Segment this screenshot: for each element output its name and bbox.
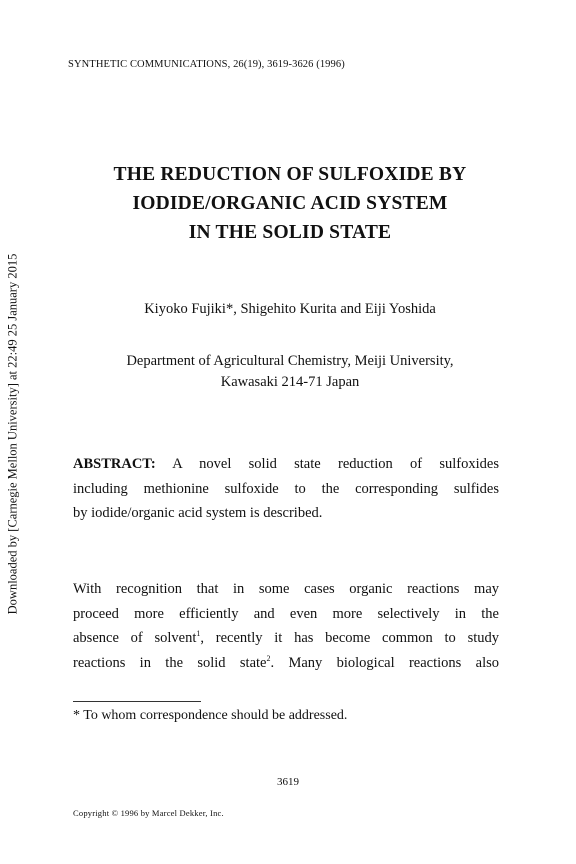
affiliation [40, 351, 540, 393]
footnote-divider [73, 701, 201, 702]
reference-marker[interactable]: 2 [266, 653, 271, 663]
title-line: THE REDUCTION OF SULFOXIDE BY [113, 164, 467, 185]
body-line [73, 651, 499, 676]
abstract-line: including methionine sulfoxide to the corresponding sulfides [73, 480, 499, 497]
abstract-text: A novel solid state reduction of sulfoxides [172, 456, 499, 472]
affiliation-line: Kawasaki 214-71 Japan [220, 374, 360, 390]
abstract [73, 452, 499, 526]
body-text: . Many biological reactions also [270, 654, 499, 671]
body-line [73, 626, 499, 651]
reference-marker[interactable]: 1 [196, 629, 201, 639]
body-paragraph [73, 577, 499, 675]
body-line: proceed more efficiently and even more selectively in the [73, 605, 499, 622]
correspondence-footnote: * To whom correspondence should be addressed. [73, 708, 348, 723]
affiliation-line: Department of Agricultural Chemistry, Meiji University, [126, 353, 454, 369]
page-number: 3619 [277, 776, 299, 788]
paper-title [40, 160, 540, 247]
abstract-line: by iodide/organic acid system is described. [73, 505, 323, 521]
title-line: IODIDE/ORGANIC ACID SYSTEM [132, 193, 448, 214]
body-line: With recognition that in some cases organic reactions may [73, 581, 499, 597]
author-list: Kiyoko Fujiki*, Shigehito Kurita and Eiji Yoshida [144, 301, 436, 317]
title-line: IN THE SOLID STATE [188, 222, 392, 243]
abstract-line [73, 452, 499, 477]
journal-header: SYNTHETIC COMMUNICATIONS, 26(19), 3619-3626 (1996) [68, 59, 345, 70]
abstract-label: ABSTRACT: [73, 456, 156, 472]
copyright-notice: Copyright © 1996 by Marcel Dekker, Inc. [73, 808, 224, 818]
body-text: , recently it has become common to study [200, 630, 499, 646]
body-text: absence of solvent [73, 630, 197, 646]
body-text: reactions in the solid state [73, 654, 267, 671]
download-note: Downloaded by [Carnegie Mellon University] at 22:49 25 January 2015 [5, 253, 20, 615]
